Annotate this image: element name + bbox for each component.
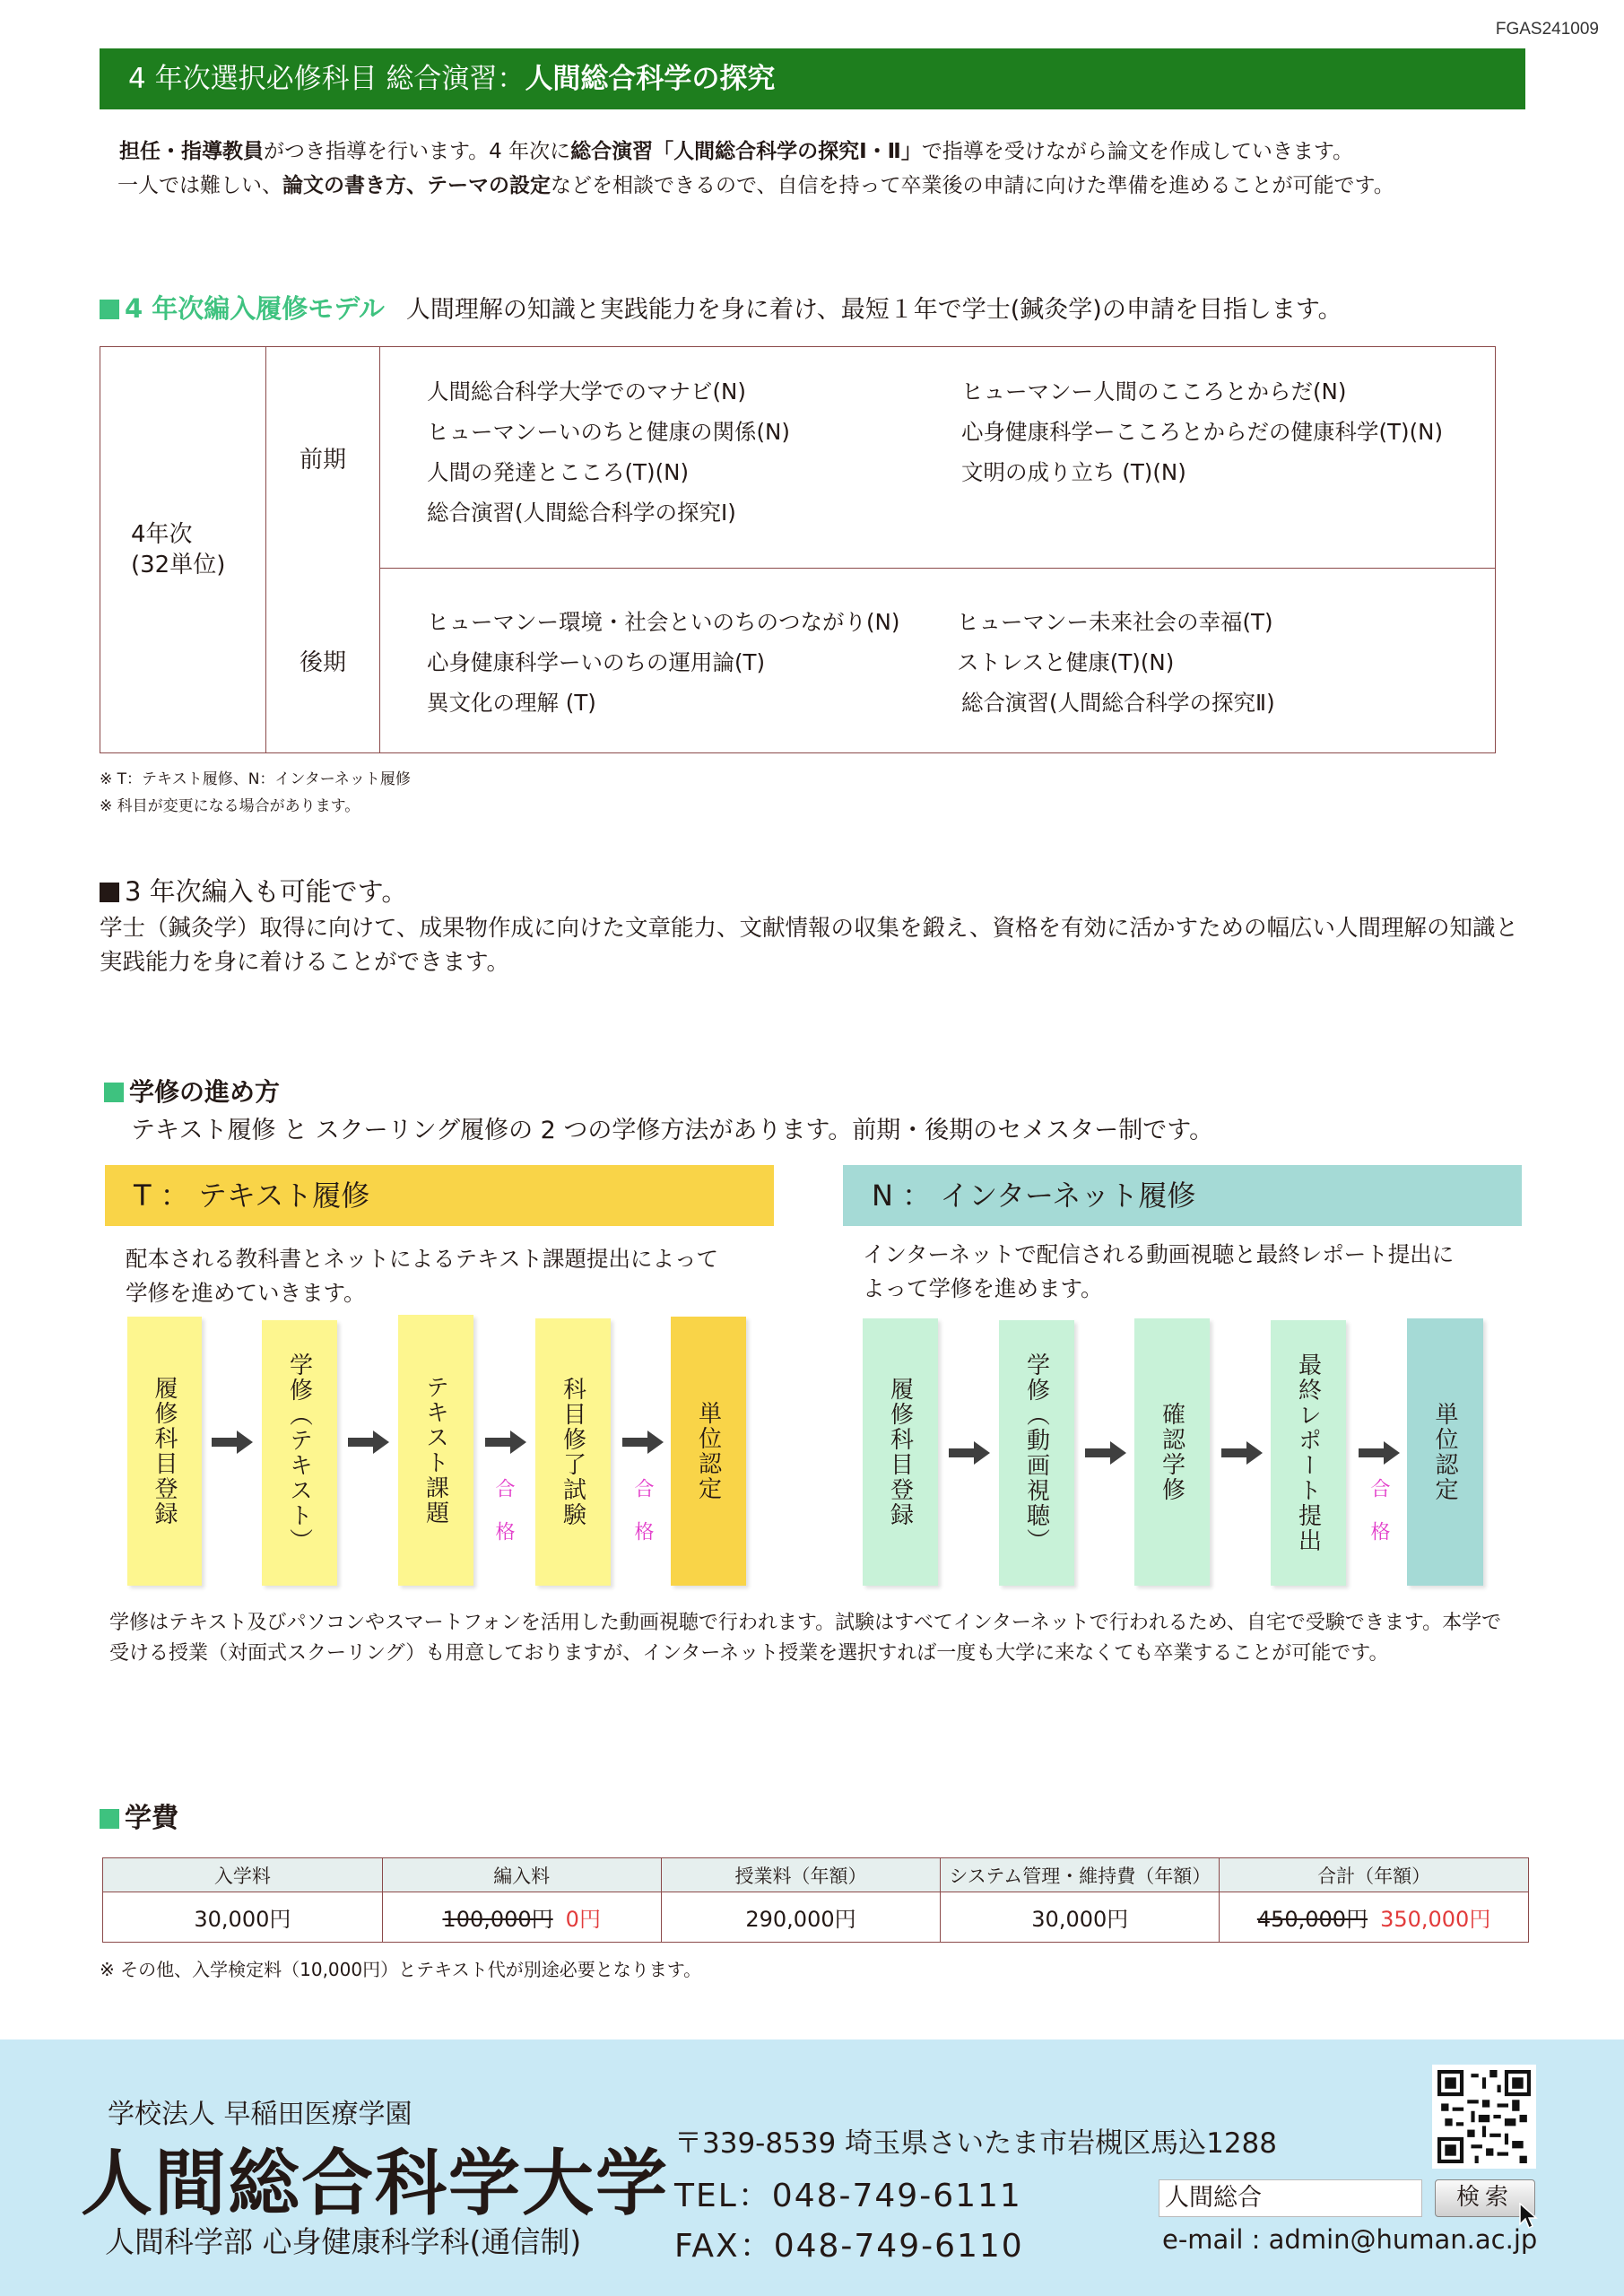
course-item: 心身健康科学ーいのちの運用論(T) xyxy=(427,649,766,675)
table-header-row xyxy=(103,1858,1529,1892)
model-heading-text: 4 年次編入履修モデル xyxy=(125,293,385,324)
internet-course-header: N ： インターネット履修 xyxy=(843,1165,1522,1226)
course-item: 人間総合科学大学でのマナビ(N) xyxy=(427,378,746,404)
tuition-fee: 290,000円 xyxy=(661,1892,941,1943)
units-label: (32単位) xyxy=(131,552,226,578)
university-logo-name: 人間総合科学大学 xyxy=(81,2142,669,2225)
model-heading xyxy=(100,289,1342,326)
transfer3-body: 学士（鍼灸学）取得に向けて、成果物作成に向けた文章能力、文献情報の収集を鍛え、資格を有効に活かすための幅広い人間理解の知識と実践能力を身に着けることができます。 xyxy=(100,915,1519,976)
column-header: 合計（年額） xyxy=(1220,1858,1529,1892)
year-label: 4年次 xyxy=(131,521,193,548)
text-course-header: T ： テキスト履修 xyxy=(105,1165,774,1226)
intro-text-4: などを相談できるので、自信を持って卒業後の申請に向けた準備を進めることが可能です。 xyxy=(551,174,1394,197)
transfer3-heading-text: 3 年次編入も可能です。 xyxy=(125,876,408,907)
course-item: 総合演習(人間総合科学の探究Ⅰ) xyxy=(427,500,736,526)
desc-line: よって学修を進めます。 xyxy=(863,1275,1103,1301)
desc-line: インターネットで配信される動画視聴と最終レポート提出に xyxy=(863,1241,1455,1267)
pass-label: 合格 xyxy=(1368,1478,1390,1564)
flow-step: 確認学修 xyxy=(1134,1318,1210,1586)
learning-subtitle: テキスト履修 と スクーリング履修の 2 つの学修方法があります。前期・後期のセメスター制です。 xyxy=(131,1117,1214,1144)
term-first: 前期 xyxy=(266,347,380,568)
flow-step: 科目修了試験 xyxy=(535,1318,611,1586)
section-square-icon xyxy=(104,1083,124,1102)
course-item: ヒューマンーいのちと健康の関係(N) xyxy=(427,419,790,445)
telephone: TEL：048-749-6111 xyxy=(674,2178,1022,2214)
section-square-icon xyxy=(100,300,119,319)
intro-text xyxy=(119,135,1536,203)
course-model-table xyxy=(100,346,1496,753)
flow-step: テキスト課題 xyxy=(398,1315,473,1586)
column-header: 授業料（年額） xyxy=(661,1858,941,1892)
arrow-right-icon xyxy=(1359,1441,1400,1465)
transfer3-heading xyxy=(100,872,407,909)
qr-code-graphic xyxy=(1437,2070,1531,2163)
intro-text-1: がつき指導を行います。4 年次に xyxy=(264,140,571,163)
fees-note: ※ その他、入学検定料（10,000円）とテキスト代が別途必要となります。 xyxy=(100,1959,702,1980)
flow-step: 単位認定 xyxy=(1407,1318,1483,1586)
arrow-right-icon xyxy=(348,1431,389,1454)
model-note-2: ※ 科目が変更になる場合があります。 xyxy=(100,797,360,815)
fees-heading xyxy=(100,1796,178,1835)
desc-line: 配本される教科書とネットによるテキスト課題提出によって xyxy=(126,1246,719,1272)
course-item: ヒューマンー未来社会の幸福(T) xyxy=(957,609,1273,635)
section-square-icon xyxy=(100,883,119,902)
search-button[interactable]: 検索 xyxy=(1435,2179,1535,2217)
arrow-right-icon xyxy=(949,1441,990,1465)
flow-step: 学修（テキスト） xyxy=(262,1320,337,1586)
internet-course-desc xyxy=(863,1238,1454,1306)
course-item: 異文化の理解 (T) xyxy=(427,690,596,716)
total-fee-new: 350,000円 xyxy=(1380,1907,1491,1932)
document-code: FGAS241009 xyxy=(1495,20,1599,39)
model-description: 人間理解の知識と実践能力を身に着け、最短１年で学士(鍼灸学)の申請を目指します。 xyxy=(405,296,1342,324)
learning-heading-text: 学修の進め方 xyxy=(129,1077,281,1107)
department-name: 人間科学部 心身健康科学科(通信制) xyxy=(105,2224,582,2259)
title-main: 人間総合科学の探究 xyxy=(525,63,776,95)
email-address: e-mail : admin@human.ac.jp xyxy=(1162,2224,1538,2255)
course-item: 心身健康科学ーこころとからだの健康科学(T)(N) xyxy=(961,419,1444,445)
row-divider xyxy=(380,568,1495,569)
qr-code-icon[interactable] xyxy=(1432,2065,1536,2169)
arrow-right-icon xyxy=(1085,1441,1126,1465)
course-item: ヒューマンー人間のこころとからだ(N) xyxy=(961,378,1347,404)
transfer-fee-new: 0円 xyxy=(565,1907,601,1932)
course-item: 文明の成り立ち (T)(N) xyxy=(961,459,1186,485)
total-fee xyxy=(1220,1892,1529,1943)
course-item: ストレスと健康(T)(N) xyxy=(957,649,1175,675)
pass-label: 合格 xyxy=(631,1478,654,1564)
corporation-name: 学校法人 早稲田医療学園 xyxy=(108,2099,413,2130)
intro-bold-3: 論文の書き方、テーマの設定 xyxy=(282,174,551,197)
table-row xyxy=(103,1892,1529,1943)
year-cell xyxy=(100,347,266,752)
pass-label: 合格 xyxy=(492,1478,515,1564)
flow-step: 単位認定 xyxy=(671,1317,746,1586)
intro-text-3: 一人では難しい、 xyxy=(117,174,282,197)
arrow-right-icon xyxy=(212,1431,253,1454)
address: 〒339-8539 埼玉県さいたま市岩槻区馬込1288 xyxy=(674,2127,1277,2160)
transfer-fee xyxy=(382,1892,661,1943)
flow-step: 履修科目登録 xyxy=(863,1318,938,1586)
title-bar xyxy=(100,48,1525,109)
arrow-right-icon xyxy=(485,1431,526,1454)
column-header: システム管理・維持費（年額） xyxy=(941,1858,1220,1892)
column-header: 編入料 xyxy=(382,1858,661,1892)
model-note-1: ※ T：テキスト履修、N：インターネット履修 xyxy=(100,770,411,788)
desc-line: 学修を進めていきます。 xyxy=(126,1280,366,1306)
admission-fee: 30,000円 xyxy=(103,1892,383,1943)
intro-bold-2: 総合演習「人間総合科学の探究Ⅰ・Ⅱ」 xyxy=(570,140,922,163)
arrow-right-icon xyxy=(1221,1441,1263,1465)
search-input[interactable]: 人間総合 xyxy=(1159,2179,1422,2217)
course-item: 人間の発達とこころ(T)(N) xyxy=(427,459,690,485)
total-fee-old: 450,000円 xyxy=(1256,1907,1368,1932)
section-square-icon xyxy=(100,1809,119,1829)
transfer-fee-old: 100,000円 xyxy=(442,1907,553,1932)
flow-step: 履修科目登録 xyxy=(127,1317,202,1586)
fees-heading-text: 学費 xyxy=(125,1803,178,1834)
intro-text-2: で指導を受けながら論文を作成していきます。 xyxy=(921,140,1353,163)
flow-step: 学修（動画視聴） xyxy=(999,1320,1074,1586)
text-course-desc xyxy=(126,1242,718,1310)
column-header: 入学料 xyxy=(103,1858,383,1892)
arrow-right-icon xyxy=(622,1431,664,1454)
title-prefix: 4 年次選択必修科目 総合演習： xyxy=(128,63,525,95)
flow-step: 最終レポート提出 xyxy=(1271,1320,1346,1586)
learning-heading xyxy=(104,1073,280,1109)
course-item: ヒューマンー環境・社会といのちのつながり(N) xyxy=(427,609,900,635)
fax: FAX：048-749-6110 xyxy=(674,2228,1024,2265)
intro-bold-1: 担任・指導教員 xyxy=(119,140,264,163)
learning-note: 学修はテキスト及びパソコンやスマートフォンを活用した動画視聴で行われます。試験はすべてインターネットで行われるため、自宅で受験できます。本学で受ける授業（対面式スクーリング）も用意しておりますが、インターネット授業を選択すれば一度も大学に来なくても卒業することが可能です。 xyxy=(109,1612,1502,1665)
system-fee: 30,000円 xyxy=(941,1892,1220,1943)
course-item: 総合演習(人間総合科学の探究Ⅱ) xyxy=(961,690,1275,716)
term-second: 後期 xyxy=(266,568,380,752)
fees-table xyxy=(102,1857,1529,1943)
